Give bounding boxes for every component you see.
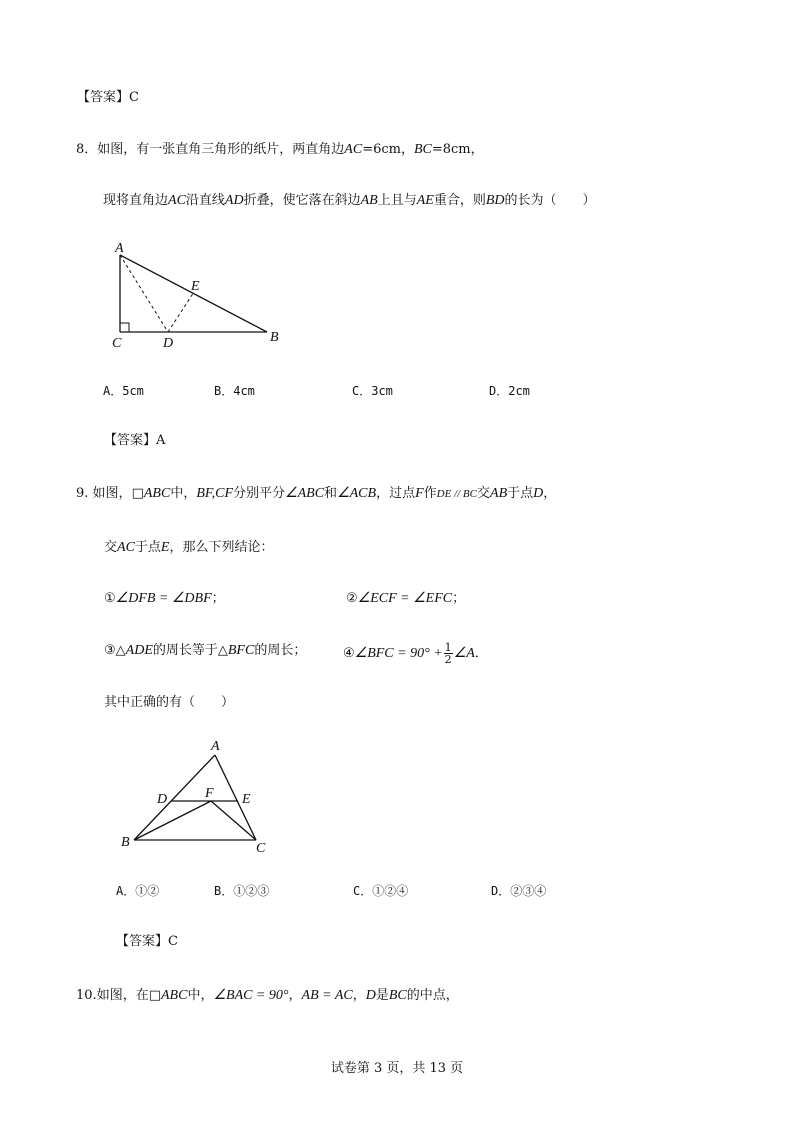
q8-label-d: D <box>163 336 174 351</box>
q8-label-e: E <box>191 279 200 294</box>
q8-fold-ad <box>120 255 168 332</box>
q9-var-ac: AC <box>117 540 135 555</box>
q9-conclusion-4-expr: ∠BFC = 90° + <box>354 646 443 661</box>
q10-line1 <box>76 987 459 1005</box>
q8-option-a: A．5cm <box>103 384 144 398</box>
q9-conclusion-2-number: ② <box>346 591 358 606</box>
q9-text: 和 <box>324 486 338 501</box>
q9-text: 交 <box>104 540 118 555</box>
q10-text: 如图，在 <box>96 988 149 1003</box>
q9-var-ade: ADE <box>125 643 153 658</box>
q10-text: 是 <box>375 988 389 1003</box>
q9-fraction-numerator: 1 <box>444 641 452 654</box>
q9-conclusion-3 <box>104 642 306 660</box>
q9-text: 如图， <box>92 486 132 501</box>
q8-var-bd: BD <box>485 193 505 208</box>
q9-fraction-half <box>444 642 453 665</box>
q10-ab-eq-ac: AB = AC <box>301 988 353 1003</box>
q9-text: 的周长； <box>254 643 307 658</box>
q10-text: ， <box>288 988 302 1003</box>
q8-var-ae: AE <box>416 193 434 208</box>
q9-text: ， <box>543 486 557 501</box>
q9-text: 交 <box>477 486 491 501</box>
q8-text: 折叠，使它落在斜边 <box>243 193 361 208</box>
q9-option-c: C．①②④ <box>353 884 409 898</box>
q10-text: ， <box>352 988 366 1003</box>
q8-label-a: A <box>115 241 124 256</box>
q8-var-bc: BC <box>413 142 432 157</box>
q9-conclusion-2-expr: ∠ECF = ∠EFC <box>357 591 453 606</box>
q9-question: 其中正确的有（ ） <box>104 695 235 710</box>
q9-angle-acb: ∠ACB <box>337 486 377 501</box>
q10-number: 10. <box>76 988 97 1003</box>
q9-text: ，过点 <box>376 486 416 501</box>
q9-label-d: D <box>157 792 168 807</box>
q8-var-ab: AB <box>360 193 378 208</box>
q9-text: ； <box>452 591 466 606</box>
q9-text: ． <box>474 646 488 661</box>
q9-text: 于点 <box>134 540 161 555</box>
q9-label-f: F <box>205 786 214 801</box>
q8-text: 的长为（ ） <box>504 193 596 208</box>
q9-text: ，那么下列结论： <box>169 540 274 555</box>
q9-line-bf <box>134 801 211 840</box>
q8-text: 重合，则 <box>433 193 486 208</box>
q9-conclusion-3-number: ③△ <box>104 643 126 658</box>
q9-point-f: F <box>415 486 424 501</box>
q9-var-bfc: BFC <box>227 643 255 658</box>
q8-text: 上且与 <box>377 193 417 208</box>
q8-ac-value: =6cm， <box>362 142 414 157</box>
q9-var-ab: AB <box>490 486 508 501</box>
q9-var-abc: ABC <box>143 486 171 501</box>
q10-var-bc: BC <box>388 988 407 1003</box>
q8-option-b: B．4cm <box>214 384 255 398</box>
q9-conclusion-4 <box>343 642 488 665</box>
q8-option-c: C．3cm <box>352 384 393 398</box>
q8-text: 如图，有一张直角三角形的纸片，两直角边 <box>97 142 345 157</box>
q10-text: 的中点， <box>406 988 459 1003</box>
q10-angle-bac: ∠BAC = 90° <box>213 988 289 1003</box>
q8-bc-value: =8cm， <box>431 142 484 157</box>
q9-line2 <box>104 539 274 557</box>
q8-text: 沿直线 <box>185 193 225 208</box>
q9-answer: 【答案】C <box>116 934 178 949</box>
q8-var-ac: AC <box>344 142 363 157</box>
q7-answer: 【答案】C <box>77 90 139 105</box>
q9-point-d: D <box>533 486 544 501</box>
q9-var-bfcf: BF,CF <box>196 486 234 501</box>
q8-var-ad: AD <box>224 193 244 208</box>
q8-option-d: D．2cm <box>489 384 530 398</box>
q8-label-b: B <box>270 330 279 345</box>
q9-box-glyph: □ <box>131 486 144 501</box>
q9-angle-abc: ∠ABC <box>285 486 325 501</box>
q9-text: 作 <box>423 486 437 501</box>
q8-answer: 【答案】A <box>104 433 166 448</box>
q8-text: 现将直角边 <box>103 193 169 208</box>
q9-conclusion-2 <box>346 590 465 608</box>
q9-conclusion-1-expr: ∠DFB = ∠DBF <box>115 591 212 606</box>
q8-label-c: C <box>112 336 122 351</box>
q9-line1 <box>76 485 556 503</box>
q9-parallel-de-bc: DE // BC <box>436 488 477 500</box>
q10-point-d: D <box>365 988 376 1003</box>
q9-option-b: B．①②③ <box>214 884 270 898</box>
q10-box-glyph: □ <box>148 988 161 1003</box>
q9-label-e: E <box>242 792 251 807</box>
q8-var-ac: AC <box>168 193 186 208</box>
q8-right-angle-mark <box>120 323 129 332</box>
q9-text: 于点 <box>507 486 534 501</box>
q9-conclusion-1-number: ① <box>104 591 116 606</box>
q9-label-b: B <box>121 835 130 850</box>
q9-side-ab <box>134 755 215 840</box>
page-footer: 试卷第 3 页，共 13 页 <box>330 1061 464 1076</box>
q9-angle-a: ∠A <box>453 646 475 661</box>
q10-var-abc: ABC <box>161 988 188 1003</box>
q9-option-d: D．②③④ <box>491 884 547 898</box>
q9-label-c: C <box>256 841 266 856</box>
q9-conclusion-1 <box>104 590 225 608</box>
q10-text: 中， <box>187 988 214 1003</box>
q9-number: 9. <box>76 486 89 501</box>
q9-conclusion-4-number: ④ <box>343 646 355 661</box>
q9-text: 分别平分 <box>233 486 286 501</box>
q9-text: 中， <box>170 486 197 501</box>
q9-fraction-denominator: 2 <box>444 653 452 666</box>
q8-fold-de <box>168 292 194 332</box>
q9-text: ； <box>211 591 225 606</box>
q9-text: 的周长等于△ <box>152 643 228 658</box>
q8-number: 8． <box>76 142 98 157</box>
q9-label-a: A <box>211 739 220 754</box>
q9-point-e: E <box>160 540 170 555</box>
q9-option-a: A．①② <box>116 884 160 898</box>
